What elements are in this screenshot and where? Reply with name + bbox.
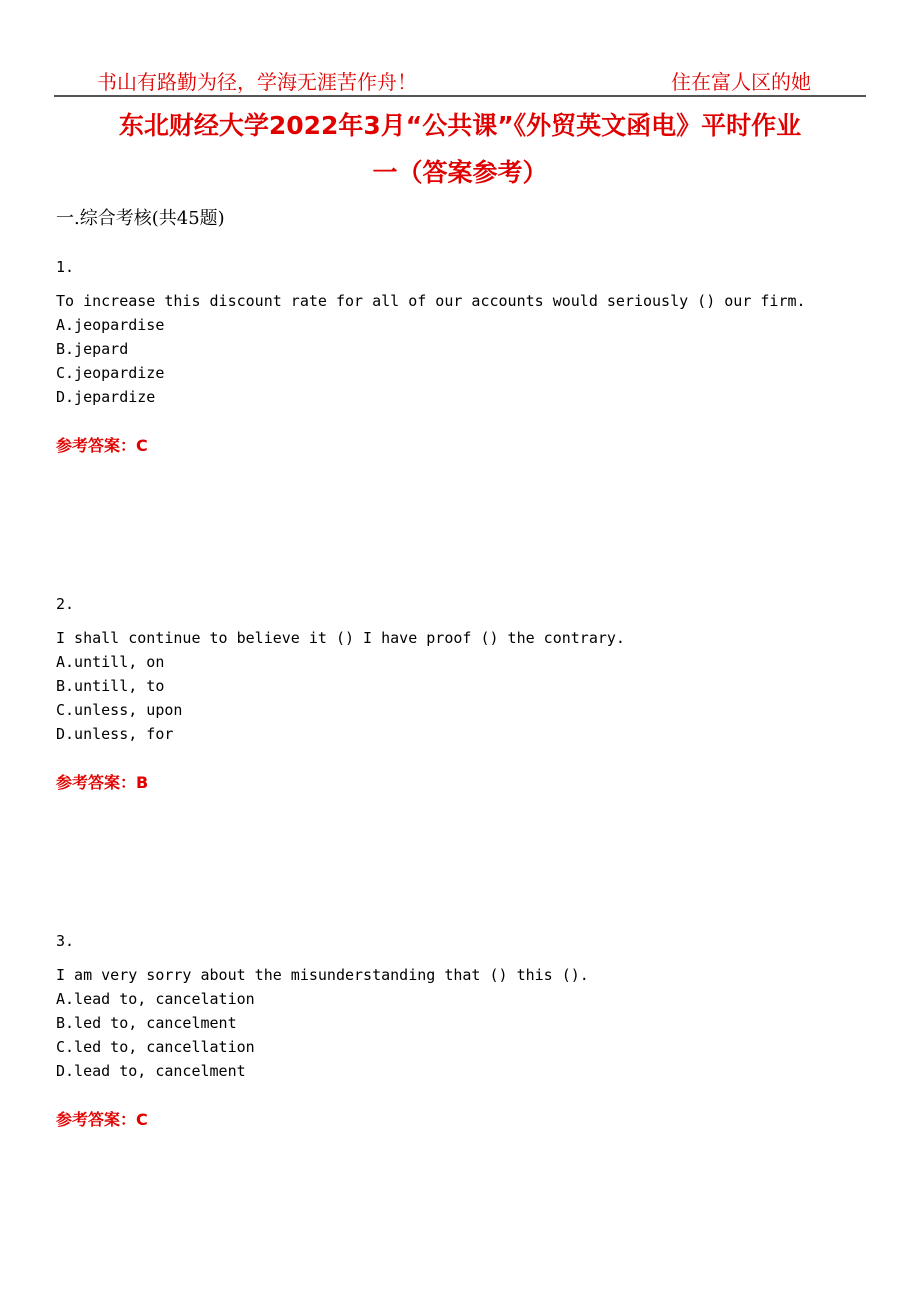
answer-option: B.untill, to [56,677,165,695]
answer-option: C.unless, upon [56,701,183,719]
document-title-line1: 东北财经大学2022年3月“公共课”《外贸英文函电》平时作业 [118,111,802,140]
header-divider [54,95,866,97]
answer-option: A.lead to, cancelation [56,990,255,1008]
reference-answer: 参考答案：B [56,773,149,792]
answer-option: C.led to, cancellation [56,1038,255,1056]
answer-option: A.untill, on [56,653,165,671]
answer-option: D.unless, for [56,725,174,743]
question-text: To increase this discount rate for all of our accounts would seriously () our firm. [56,292,806,310]
answer-option: B.led to, cancelment [56,1014,237,1032]
document-title-line2: 一（答案参考） [372,158,548,187]
question-block [56,929,589,1132]
section-heading: 一.综合考核(共45题) [56,208,225,229]
header-author: 住在富人区的她 [671,70,811,94]
answer-option: A.jeopardise [56,316,165,334]
answer-option: D.jepardize [56,388,156,406]
question-number: 2. [56,595,75,613]
question-number: 3. [56,932,75,950]
reference-answer: 参考答案：C [56,436,148,455]
answer-option: C.jeopardize [56,364,165,382]
answer-option: B.jepard [56,340,129,358]
question-number: 1. [56,258,75,276]
reference-answer: 参考答案：C [56,1110,148,1129]
question-block [56,255,806,458]
answer-option: D.lead to, cancelment [56,1062,246,1080]
question-text: I shall continue to believe it () I have proof () the contrary. [56,629,625,647]
header-motto: 书山有路勤为径，学海无涯苦作舟！ [97,70,417,94]
question-block [56,592,625,795]
question-text: I am very sorry about the misunderstanding that () this (). [56,966,589,984]
